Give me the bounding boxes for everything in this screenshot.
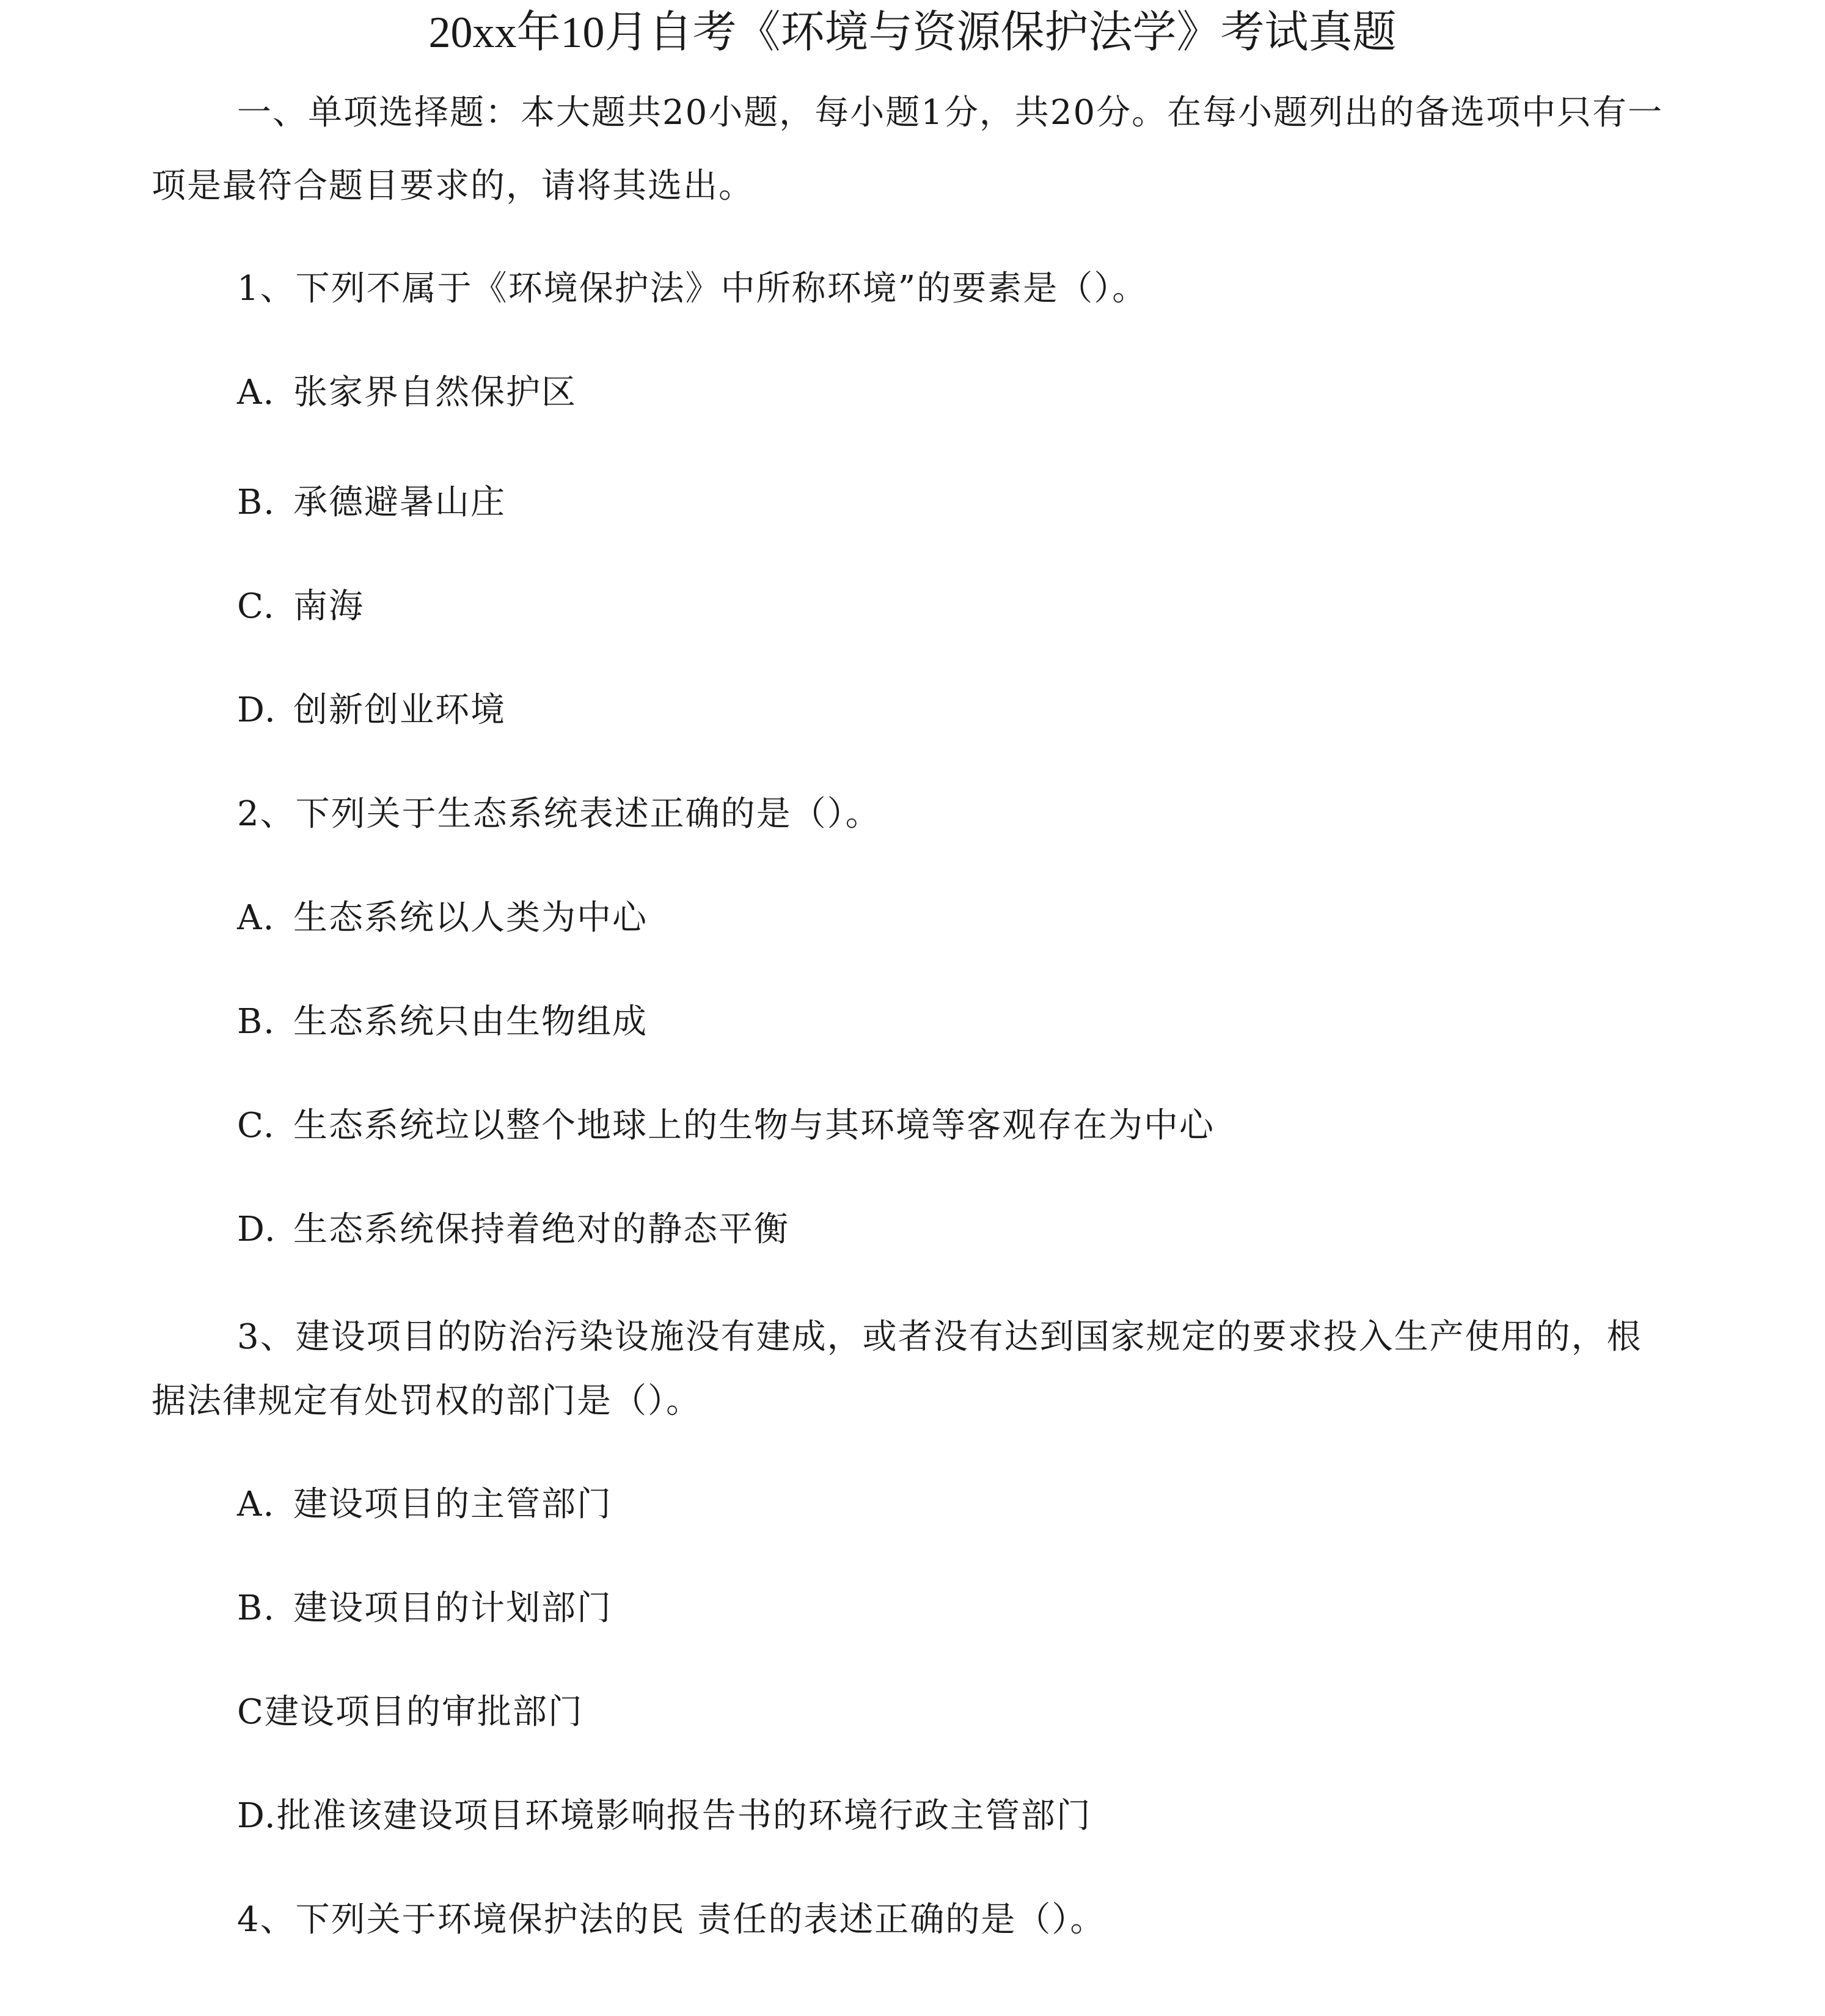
question-1-stem: 1、下列不属于《环境保护法》中所称环境”的要素是（）。	[237, 269, 1148, 309]
question-2-option-b	[237, 995, 648, 1050]
option-text: 张家界自然保护区	[293, 373, 577, 412]
option-letter: B.	[237, 483, 276, 522]
option-letter: D.	[237, 1210, 277, 1249]
question-1-option-a	[237, 365, 577, 420]
section-instruction: 一、单项选择题：本大题共20小题，每小题1分，共20分。在每小题列出的备选项中只有一项是最符合题目要求的，请将其选出。	[152, 93, 1664, 206]
option-letter: B.	[237, 1588, 276, 1628]
option-letter: B.	[237, 1002, 276, 1042]
option-letter: D.	[237, 690, 277, 730]
question-1-option-c	[237, 579, 364, 634]
question-1-option-d	[237, 683, 506, 738]
option-text: 创新创业环境	[293, 690, 506, 730]
option-letter: A.	[237, 373, 276, 412]
question-1-option-b	[237, 475, 506, 530]
option-letter: A.	[237, 898, 276, 938]
option-text: 南海	[293, 586, 364, 626]
document-title: 20xx年10月自考《环境与资源保护法学》考试真题	[428, 8, 1397, 57]
option-text: 生态系统保持着绝对的静态平衡	[293, 1210, 789, 1249]
option-text: 生态系统以人类为中心	[293, 898, 648, 938]
question-4-stem: 4、下列关于环境保护法的民 责任的表述正确的是（）。	[237, 1900, 1106, 1940]
question-3-stem: 3、建设项目的防治污染设施没有建成，或者没有达到国家规定的要求投入生产使用的，根据法律规定有处罚权的部门是（）。	[152, 1317, 1642, 1421]
option-letter: C.	[237, 586, 276, 626]
option-text: 承德避暑山庄	[293, 483, 506, 522]
option-letter: A.	[237, 1485, 276, 1524]
question-2-option-d	[237, 1202, 789, 1257]
question-3-option-b	[237, 1581, 612, 1636]
option-letter: C.	[237, 1106, 276, 1145]
question-2-option-c	[237, 1098, 1215, 1153]
question-2-stem: 2、下列关于生态系统表述正确的是（）。	[237, 794, 881, 834]
option-text: 建设项目的主管部门	[293, 1485, 612, 1524]
question-2-option-a	[237, 891, 648, 946]
question-3-option-d: D.批准该建设项目环境影响报告书的环境行政主管部门	[237, 1796, 1092, 1836]
option-text: 生态系统只由生物组成	[293, 1002, 648, 1042]
question-3-option-a	[237, 1477, 612, 1532]
question-3-option-c: C建设项目的审批部门	[237, 1692, 583, 1732]
option-text: 建设项目的计划部门	[293, 1588, 612, 1628]
option-text: 生态系统垃以整个地球上的生物与其环境等客观存在为中心	[293, 1106, 1215, 1145]
